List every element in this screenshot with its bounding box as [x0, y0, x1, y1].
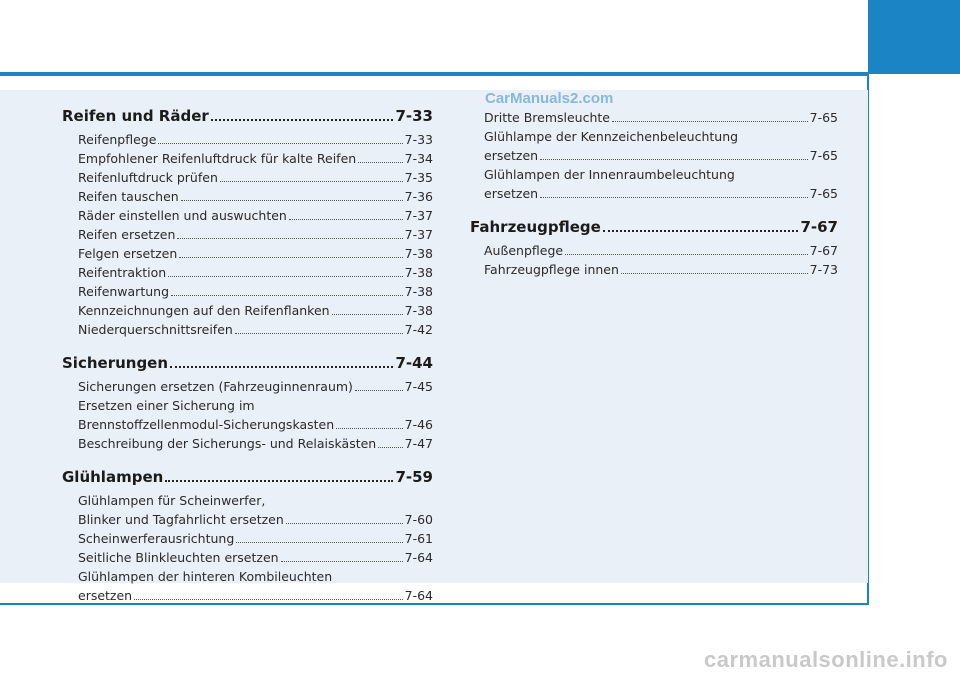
toc-label: Außenpflege — [484, 243, 564, 258]
toc-page-number: 7-34 — [404, 151, 433, 166]
toc-page-number: 7-38 — [404, 303, 433, 318]
toc-page-number: 7-38 — [404, 246, 433, 261]
section-gap — [470, 203, 838, 215]
toc-page-number: 7-46 — [404, 417, 433, 432]
dot-leader — [179, 257, 402, 258]
dot-leader — [171, 295, 403, 296]
section-gap — [62, 453, 433, 465]
dot-leader — [158, 143, 402, 144]
toc-page-number: 7-60 — [404, 512, 433, 527]
toc-entry[interactable] — [62, 130, 433, 149]
dot-leader — [621, 273, 808, 274]
toc-entry[interactable] — [470, 260, 838, 279]
toc-label: Sicherungen — [62, 354, 169, 372]
toc-page-number: 7-67 — [800, 218, 838, 236]
toc-label: Seitliche Blinkleuchten ersetzen — [78, 550, 279, 565]
toc-entry[interactable] — [62, 320, 433, 339]
toc-label: Fahrzeugpflege — [470, 218, 601, 236]
toc-page-number: 7-33 — [395, 107, 433, 125]
toc-label: Reifen ersetzen — [78, 227, 176, 242]
toc-page-number: 7-67 — [809, 243, 838, 258]
chapter-tab — [868, 0, 960, 74]
toc-page-number: 7-33 — [404, 132, 433, 147]
toc-label: Reifenpflege — [78, 132, 157, 147]
toc-line: Glühlampen für Scheinwerfer, — [78, 493, 266, 508]
toc-label: Sicherungen ersetzen (Fahrzeuginnenraum) — [78, 379, 353, 394]
dot-leader — [165, 480, 393, 482]
toc-label: Reifen und Räder — [62, 107, 209, 125]
dot-leader — [281, 561, 403, 562]
toc-page-number: 7-65 — [809, 186, 838, 201]
toc-label: Beschreibung der Sicherungs- und Relaiskästen — [78, 436, 377, 451]
toc-label: Glühlampen — [62, 468, 164, 486]
toc-page-number: 7-42 — [404, 322, 433, 337]
dot-leader — [540, 197, 808, 198]
dot-leader — [134, 599, 403, 600]
toc-label: Scheinwerferausrichtung — [78, 531, 235, 546]
toc-label: Empfohlener Reifenluftdruck für kalte Reifen — [78, 151, 357, 166]
toc-page-number: 7-64 — [404, 550, 433, 565]
toc-page-number: 7-64 — [404, 588, 433, 603]
toc-page-number: 7-59 — [395, 468, 433, 486]
toc-page-number: 7-45 — [404, 379, 433, 394]
toc-entry[interactable] — [62, 377, 433, 396]
toc-left-column — [62, 104, 433, 605]
toc-page-number: 7-36 — [404, 189, 433, 204]
toc-right-column — [470, 108, 838, 279]
toc-entry[interactable] — [62, 282, 433, 301]
dot-leader — [540, 159, 808, 160]
toc-line: Glühlampe der Kennzeichenbeleuchtung — [484, 129, 739, 144]
toc-line: Ersetzen einer Sicherung im — [78, 398, 255, 413]
toc-entry[interactable] — [62, 510, 433, 529]
toc-entry[interactable] — [62, 244, 433, 263]
toc-section[interactable] — [470, 215, 838, 239]
toc-entry[interactable] — [62, 548, 433, 567]
toc-label: Reifenluftdruck prüfen — [78, 170, 218, 185]
toc-label: Blinker und Tagfahrlicht ersetzen — [78, 512, 284, 527]
toc-page-number: 7-65 — [809, 148, 838, 163]
toc-entry[interactable] — [62, 206, 433, 225]
toc-entry[interactable] — [470, 241, 838, 260]
dot-leader — [358, 162, 402, 163]
watermark-bottom: carmanualsonline.info — [704, 647, 948, 672]
toc-section[interactable] — [62, 465, 433, 489]
toc-label: Dritte Bremsleuchte — [484, 110, 610, 125]
dot-leader — [177, 238, 402, 239]
toc-label: ersetzen — [78, 588, 133, 603]
toc-page-number: 7-47 — [404, 436, 433, 451]
dot-leader — [220, 181, 403, 182]
toc-label: Kennzeichnungen auf den Reifenflanken — [78, 303, 330, 318]
toc-line: Glühlampen der hinteren Kombileuchten — [78, 569, 333, 584]
toc-line: Glühlampen der Innenraumbeleuchtung — [484, 167, 735, 182]
toc-page-number: 7-44 — [395, 354, 433, 372]
toc-label: Brennstoffzellenmodul-Sicherungskasten — [78, 417, 335, 432]
toc-page-number: 7-38 — [404, 284, 433, 299]
toc-label: Reifen tauschen — [78, 189, 179, 204]
dot-leader — [168, 276, 402, 277]
dot-leader — [181, 200, 403, 201]
toc-entry[interactable] — [62, 586, 433, 605]
toc-label: Räder einstellen und auswuchten — [78, 208, 287, 223]
toc-entry[interactable] — [62, 301, 433, 320]
toc-entry[interactable] — [62, 263, 433, 282]
dot-leader — [236, 542, 402, 543]
dot-leader — [603, 230, 799, 232]
dot-leader — [235, 333, 403, 334]
dot-leader — [289, 219, 403, 220]
dot-leader — [336, 428, 402, 429]
toc-entry[interactable] — [62, 225, 433, 244]
toc-label: Reifentraktion — [78, 265, 167, 280]
watermark-top: CarManuals2.com — [485, 90, 614, 107]
toc-entry[interactable] — [62, 415, 433, 434]
toc-entry[interactable] — [470, 108, 838, 127]
toc-label: Reifenwartung — [78, 284, 170, 299]
toc-entry[interactable] — [62, 149, 433, 168]
toc-label: Niederquerschnittsreifen — [78, 322, 233, 337]
toc-label: ersetzen — [484, 148, 539, 163]
dot-leader — [378, 447, 402, 448]
dot-leader — [565, 254, 808, 255]
toc-entry[interactable] — [470, 146, 838, 165]
toc-page-number: 7-35 — [404, 170, 433, 185]
dot-leader — [612, 121, 808, 122]
toc-entry[interactable] — [62, 168, 433, 187]
toc-entry[interactable] — [62, 529, 433, 548]
dot-leader — [332, 314, 403, 315]
toc-page-number: 7-73 — [809, 262, 838, 277]
toc-page-number: 7-37 — [404, 208, 433, 223]
toc-page-number: 7-37 — [404, 227, 433, 242]
toc-label: ersetzen — [484, 186, 539, 201]
toc-entry[interactable] — [470, 184, 838, 203]
toc-label: Fahrzeugpflege innen — [484, 262, 619, 277]
toc-page-number: 7-61 — [404, 531, 433, 546]
toc-entry[interactable] — [62, 434, 433, 453]
section-gap — [62, 339, 433, 351]
toc-page-number: 7-38 — [404, 265, 433, 280]
toc-section[interactable] — [62, 351, 433, 375]
dot-leader — [355, 390, 403, 391]
toc-section[interactable] — [62, 104, 433, 128]
toc-label: Felgen ersetzen — [78, 246, 178, 261]
top-rule — [0, 72, 868, 76]
toc-page-number: 7-65 — [809, 110, 838, 125]
dot-leader — [286, 523, 403, 524]
toc-entry[interactable] — [62, 187, 433, 206]
dot-leader — [211, 119, 394, 121]
dot-leader — [170, 366, 393, 368]
